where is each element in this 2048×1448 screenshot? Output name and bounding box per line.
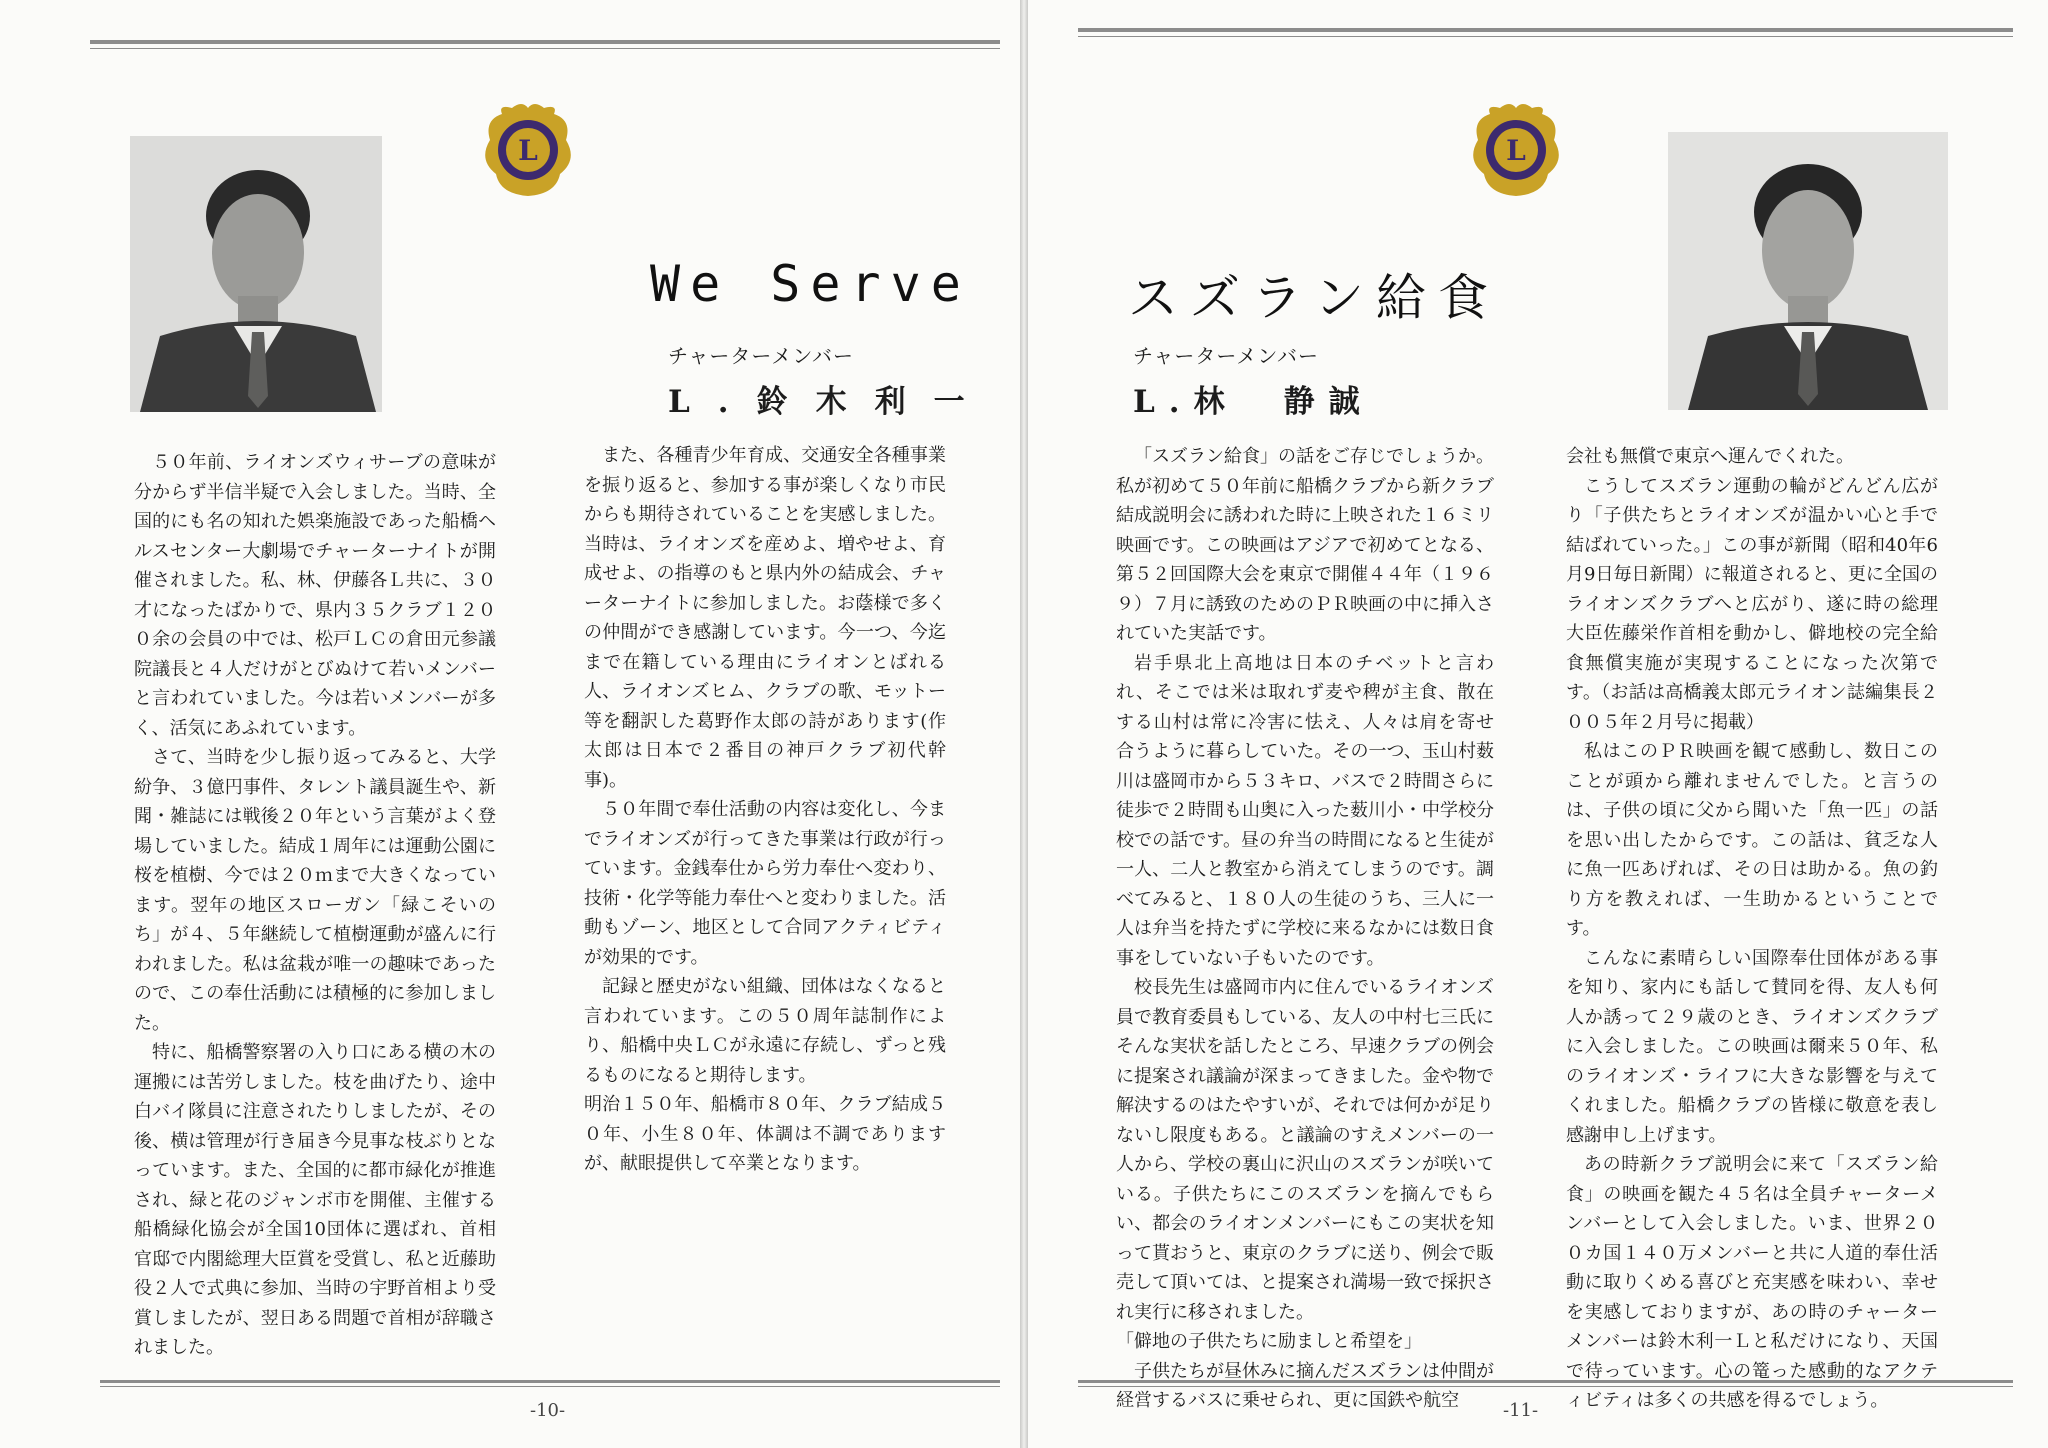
article-column-2	[584, 441, 946, 1179]
right-page	[1028, 0, 2048, 1448]
paragraph: 会社も無償で東京へ運んでくれた。	[1566, 446, 1854, 467]
paragraph: こんなに素晴らしい国際奉仕団体がある事を知り、家内にも話して賛同を得、友人も何人か誘って２９歳のとき、ライオンズクラブに入会しました。この映画は爾来５０年、私のライオンズ・ライフに大きな影響を与えてくれました。船橋クラブの皆様に敬意を表し感謝申し上げます。	[1566, 947, 1938, 1146]
article-column-2	[1566, 442, 1938, 1416]
left-page	[0, 0, 1020, 1448]
article-column-1	[134, 448, 496, 1363]
member-name: L.林 静誠	[1133, 384, 1374, 420]
lions-emblem-icon	[482, 100, 574, 200]
paragraph: ５０年前、ライオンズウィサーブの意味が分からず半信半疑で入会しました。当時、全国的にも名の知れた娯楽施設であった船橋ヘルスセンター大劇場でチャーターナイトが開催されました。私、林、伊藤各Ｌ共に、３０才になったばかりで、県内３５クラブ１２００余の会員の中では、松戸ＬＣの倉田元参議院議長と４人だけがとびぬけて若いメンバーと言われていました。今は若いメンバーが多く、活気にあふれています。	[134, 452, 496, 739]
member-portrait-photo	[130, 136, 382, 412]
paragraph: 「スズラン給食」の話をご存じでしょうか。私が初めて５０年前に船橋クラブから新クラブ結成説明会に誘われた時に上映された１６ミリ映画です。この映画はアジアで初めてとなる、第５２回国際大会を東京で開催４４年（１９６９）７月に誘致のためのＰＲ映画の中に挿入されていた実話です。	[1116, 446, 1494, 644]
lions-logo	[1470, 100, 1562, 200]
portrait-suzuki	[130, 136, 382, 412]
top-rule	[1078, 28, 2013, 37]
member-role: チャーターメンバー	[668, 344, 854, 368]
lions-logo	[482, 100, 574, 200]
article-title: スズラン給食	[1128, 269, 1500, 327]
lions-emblem-icon	[1470, 100, 1562, 200]
paragraph: 記録と歴史がない組織、団体はなくなると言われています。この５０周年誌制作により、船橋中央ＬＣが永遠に存続し、ずっと残るものになると期待します。	[584, 976, 946, 1086]
page-number: -10-	[530, 1400, 566, 1421]
portrait-hayashi	[1668, 132, 1948, 410]
paragraph: 校長先生は盛岡市内に住んでいるライオンズ員で教育委員もしている、友人の中村七三氏にそんな実状を話したところ、早速クラブの例会に提案され議論が深まってきました。金や物で解決するのはたやすいが、それでは何かが足りないし限度もある。と議論のすえメンバーの一人から、学校の裏山に沢山のスズランが咲いている。子供たちにこのスズランを摘んでもらい、都会のライオンメンバーにもこの実状を知って貰おうと、東京のクラブに送り、例会で販売して頂いては、と提案され満場一致で採択され実行に移されました。	[1116, 977, 1494, 1323]
member-name: L.鈴木利一	[668, 384, 993, 420]
svg-text:L: L	[518, 134, 538, 167]
article-column-1	[1116, 442, 1494, 1416]
paragraph: さて、当時を少し振り返ってみると、大学紛争、３億円事件、タレント議員誕生や、新聞・雑誌には戦後２０年という言葉がよく登場していました。結成１周年には運動公園に桜を植樹、今では２０ｍまで大きくなっています。翌年の地区スローガン「緑こそいのち」が４、５年継続して植樹運動が盛んに行われました。私は盆栽が唯一の趣味であったので、この奉仕活動には積極的に参加しました。	[134, 747, 496, 1034]
paragraph: ５０年間で奉仕活動の内容は変化し、今までライオンズが行ってきた事業は行政が行っています。金銭奉仕から労力奉仕へ変わり、技術・化学等能力奉仕へと変わりました。活動もゾーン、地区として合同アクティビティが効果的です。	[584, 799, 946, 968]
paragraph: 明治１５０年、船橋市８０年、クラブ結成５０年、小生８０年、体調は不調でありますが、献眼提供して卒業となります。	[584, 1094, 946, 1174]
paragraph: また、各種青少年育成、交通安全各種事業を振り返ると、参加する事が楽しくなり市民からも期待されていることを実感しました。当時は、ライオンズを産めよ、増やせよ、育成せよ、の指導のもと県内外の結成会、チャーターナイトに参加しました。お蔭様で多くの仲間ができ感謝しています。今一つ、今迄まで在籍している理由にライオンとばれる人、ライオンズヒム、クラブの歌、モットー等を翻訳した葛野作太郎の詩があります(作太郎は日本で２番目の神戸クラブ初代幹事)。	[584, 445, 946, 791]
paragraph-heading: 「僻地の子供たちに励ましと希望を」	[1116, 1331, 1422, 1352]
paragraph: 子供たちが昼休みに摘んだスズランは仲間が経営するバスに乗せられ、更に国鉄や航空	[1116, 1360, 1494, 1411]
paragraph: 私はこのＰＲ映画を観て感動し、数日このことが頭から離れませんでした。と言うのは、子供の頃に父から聞いた「魚一匹」の話を思い出したからです。この話は、貧乏な人に魚一匹あげれば、その日は助かる。魚の釣り方を教えれば、一生助かるということです。	[1566, 741, 1938, 939]
page-number: -11-	[1503, 1400, 1539, 1421]
top-rule	[90, 40, 1000, 49]
article-title: We Serve	[650, 255, 971, 313]
member-portrait-photo	[1668, 132, 1948, 410]
member-role: チャーターメンバー	[1133, 344, 1319, 368]
bottom-rule	[100, 1380, 1000, 1387]
book-spine	[1020, 0, 1028, 1448]
bottom-rule	[1078, 1380, 2013, 1387]
paragraph: 岩手県北上高地は日本のチベットと言われ、そこでは米は取れず麦や稗が主食、散在する山村は常に冷害に怯え、人々は肩を寄せ合うように暮らしていた。その一つ、玉山村薮川は盛岡市から５３キロ、バスで２時間さらに徒歩で２時間も山奥に入った薮川小・中学校分校での話です。昼の弁当の時間になると生徒が一人、二人と教室から消えてしまうのです。調べてみると、１８０人の生徒のうち、三人に一人は弁当を持たずに学校に来るなかには数日食事をしていない子もいたのです。	[1116, 652, 1494, 969]
paragraph: あの時新クラブ説明会に来て「スズラン給食」の映画を観た４５名は全員チャーターメンバーとして入会しました。いま、世界２００カ国１４０万メンバーと共に人道的奉仕活動に取りくめる喜びと充実感を味わい、幸せを実感しておりますが、あの時のチャーターメンバーは鈴木利一Ｌと私だけになり、天国で待っています。心の篭った感動的なアクティビティは多くの共感を得るでしょう。	[1566, 1154, 1938, 1411]
paragraph: 特に、船橋警察署の入り口にある横の木の運搬には苦労しました。枝を曲げたり、途中白バイ隊員に注意されたりしましたが、その後、横は管理が行き届き今見事な枝ぶりとなっています。また、全国的に都市緑化が推進され、緑と花のジャンボ市を開催、主催する船橋緑化協会が全国10団体に選ばれ、首相官邸で内閣総理大臣賞を受賞し、私と近藤助役２人で式典に参加、当時の宇野首相より受賞しましたが、翌日ある問題で首相が辞職されました。	[134, 1042, 496, 1358]
svg-text:L: L	[1506, 134, 1526, 167]
paragraph: こうしてスズラン運動の輪がどんどん広がり「子供たちとライオンズが温かい心と手で結ばれていった。」この事が新聞（昭和40年6月9日毎日新聞）に報道されると、更に全国のライオンズクラブへと広がり、遂に時の総理大臣佐藤栄作首相を動かし、僻地校の完全給食無償実施が実現することになった次第です。（お話は高橋義太郎元ライオン誌編集長２００５年２月号に掲載）	[1566, 475, 1938, 733]
